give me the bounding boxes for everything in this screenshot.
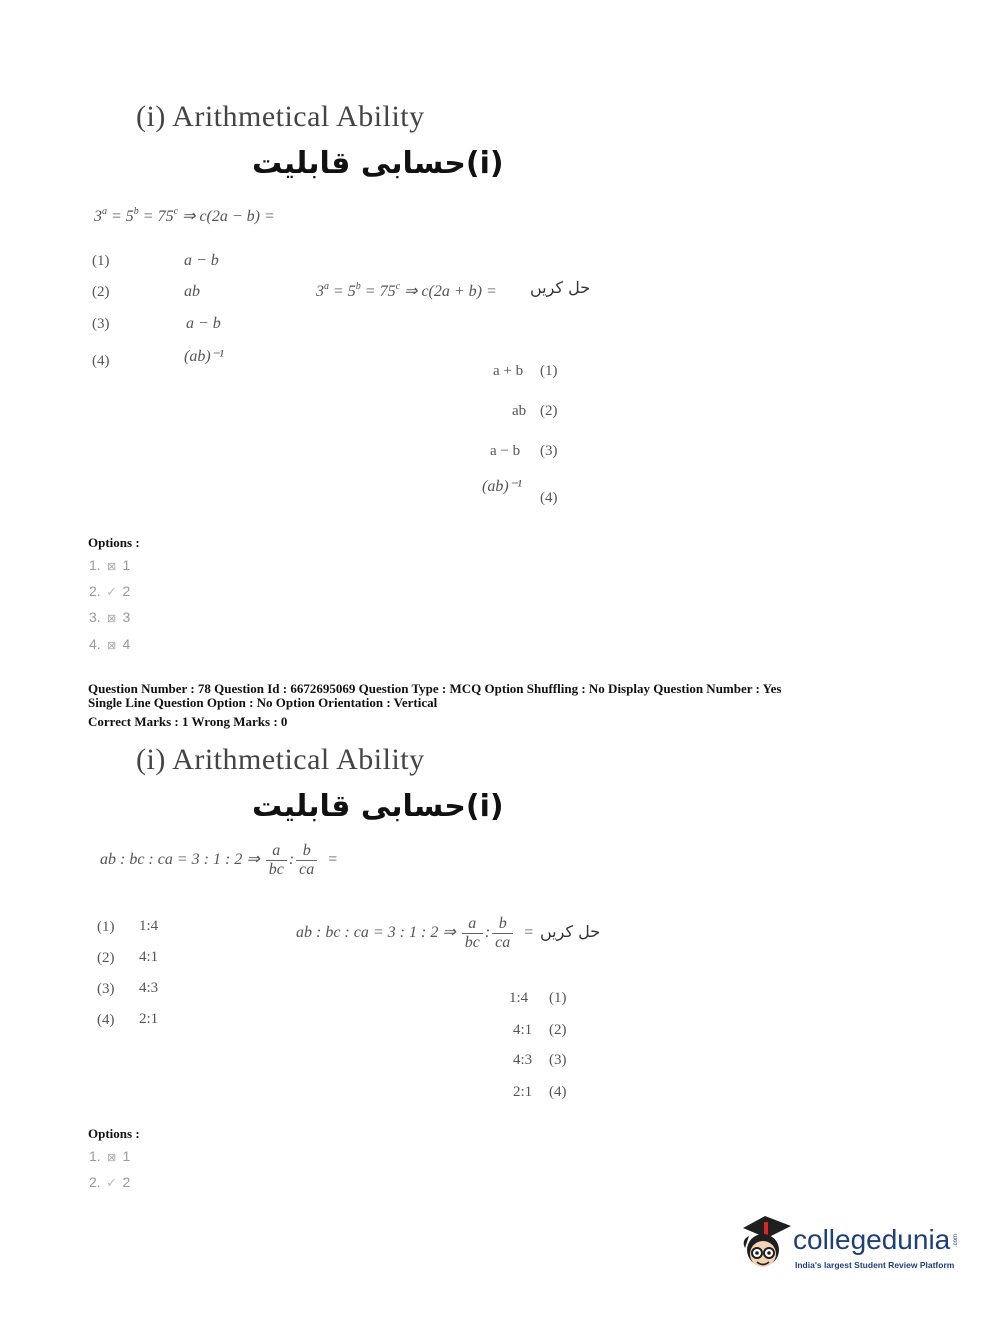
mascot-icon [735, 1212, 793, 1278]
logo-suffix: .com [953, 1234, 959, 1248]
question-meta-line1: Question Number : 78 Question Id : 6672695069 Question Type : MCQ Option Shuffling : No Display Question Number : Yes [88, 681, 782, 696]
choice-number: (3) [549, 1052, 567, 1068]
choice-value: a + b [493, 363, 524, 379]
logo-wordmark: collegedunia [793, 1224, 951, 1255]
choice-number: (2) [549, 1022, 567, 1038]
urdu-section-title: (i)حسابی قابلیت [252, 789, 504, 824]
choice-value: ab [512, 403, 527, 419]
choice-number: (3) [540, 443, 558, 459]
option-index: 2. [89, 1174, 101, 1190]
section-title: (i) Arithmetical Ability [136, 100, 425, 133]
fraction [296, 842, 317, 879]
choice-number: (3) [97, 981, 115, 997]
answer-option[interactable] [89, 636, 130, 652]
options-label: Options : [88, 535, 140, 550]
choice-number: (4) [92, 353, 110, 369]
fraction [266, 842, 287, 879]
answer-option[interactable] [89, 1148, 130, 1164]
choice-value: a − b [186, 315, 221, 332]
cross-icon: ⊠ [106, 561, 117, 573]
question-meta-line2: Single Line Question Option : No Option Orientation : Vertical [88, 695, 438, 710]
question-prefix: ab : bc : ca = 3 : 1 : 2 ⇒ [100, 851, 260, 869]
option-index: 1. [89, 1148, 101, 1164]
answer-option[interactable] [89, 557, 130, 573]
choice-value: 4:1 [139, 949, 159, 965]
choice-value: 4:3 [139, 980, 159, 996]
option-value: 3 [122, 609, 131, 625]
choice-value: 4:1 [513, 1022, 533, 1038]
question-text: $3^a = 5^b = 75^c$ ⇒ c(2a − b) = [94, 206, 275, 225]
option-index: 2. [89, 583, 101, 599]
choice-value: 1:4 [509, 990, 529, 1006]
answer-option[interactable] [89, 1174, 130, 1191]
option-index: 3. [89, 609, 101, 625]
answer-option[interactable] [89, 609, 130, 625]
fraction-numerator: a [266, 842, 287, 861]
check-icon: ✓ [106, 1175, 118, 1190]
fraction-denominator: bc [464, 934, 480, 951]
question-prefix: ab : bc : ca = 3 : 1 : 2 ⇒ [296, 924, 456, 942]
answer-option[interactable] [89, 583, 130, 600]
choice-number: (1) [92, 253, 110, 269]
option-value: 2 [122, 583, 131, 599]
urdu-question-text: ab : bc : ca = 3 : 1 : 2 ⇒ $\frac{a}{bc}$ : $\frac{b}{ca}$ = [296, 915, 535, 951]
equals-sign: = [327, 851, 339, 869]
fraction-denominator: ca [299, 861, 315, 878]
options-label: Options : [88, 1126, 140, 1141]
choice-number: (2) [97, 950, 115, 966]
option-value: 1 [122, 557, 131, 573]
choice-number: (4) [549, 1084, 567, 1100]
urdu-prompt: حل کریں [530, 278, 591, 297]
choice-number: (1) [540, 363, 558, 379]
choice-value: 2:1 [513, 1084, 533, 1100]
section-title: (i) Arithmetical Ability [136, 743, 425, 776]
choice-value: a − b [490, 443, 521, 459]
urdu-question-text: $3^a = 5^b = 75^c$ ⇒ c(2a + b) = [316, 281, 497, 300]
choice-number: (3) [92, 316, 110, 332]
choice-value: (ab)⁻¹ [482, 478, 522, 495]
equals-sign: = [523, 924, 535, 942]
cross-icon: ⊠ [106, 640, 117, 652]
choice-number: (1) [97, 919, 115, 935]
fraction-numerator: a [462, 915, 483, 934]
option-index: 1. [89, 557, 101, 573]
fraction-numerator: b [296, 842, 317, 861]
choice-value: 2:1 [139, 1011, 159, 1027]
check-icon: ✓ [106, 584, 118, 599]
cross-icon: ⊠ [106, 1152, 117, 1164]
option-value: 4 [122, 636, 131, 652]
question-meta-line3: Correct Marks : 1 Wrong Marks : 0 [88, 714, 288, 729]
choice-number: (2) [92, 284, 110, 300]
choice-number: (4) [540, 490, 558, 506]
fraction-numerator: b [492, 915, 513, 934]
option-value: 2 [122, 1174, 131, 1190]
option-value: 1 [122, 1148, 131, 1164]
fraction [492, 915, 513, 952]
fraction [462, 915, 483, 952]
choice-number: (4) [97, 1012, 115, 1028]
question-text: ab : bc : ca = 3 : 1 : 2 ⇒ $\frac{a}{bc}$ : $\frac{b}{ca}$ = [100, 842, 339, 878]
cross-icon: ⊠ [106, 613, 117, 625]
choice-value: ab [184, 283, 200, 300]
logo-tagline: India's largest Student Review Platform [795, 1260, 955, 1270]
choice-number: (1) [549, 990, 567, 1006]
fraction-denominator: bc [268, 861, 284, 878]
collegedunia-logo[interactable] [735, 1212, 965, 1282]
urdu-prompt: حل کریں [540, 922, 601, 941]
choice-value: 1:4 [139, 918, 159, 934]
choice-value: a − b [184, 252, 219, 269]
choice-value: 4:3 [513, 1052, 533, 1068]
option-index: 4. [89, 636, 101, 652]
choice-number: (2) [540, 403, 558, 419]
urdu-section-title: (i)حسابی قابلیت [252, 146, 504, 181]
choice-value: (ab)⁻¹ [184, 348, 224, 365]
fraction-denominator: ca [495, 934, 511, 951]
